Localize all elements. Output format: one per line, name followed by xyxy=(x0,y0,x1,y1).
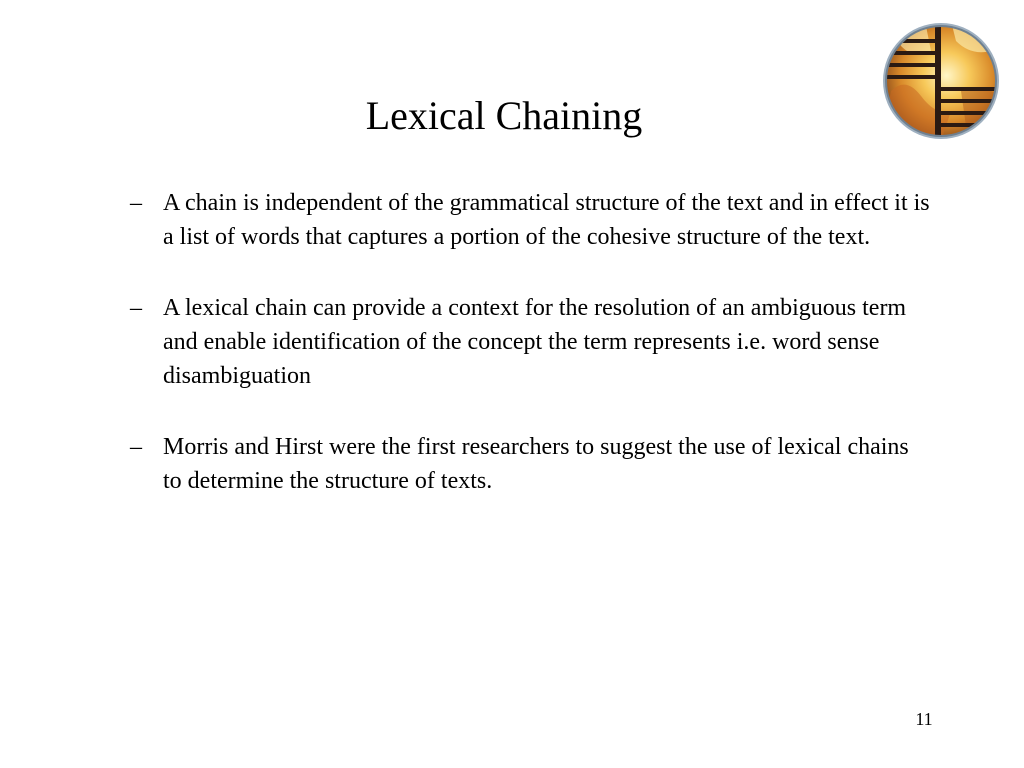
page-number: 11 xyxy=(915,709,933,729)
slide-title: Lexical Chaining xyxy=(365,93,643,138)
bullet-dash: – xyxy=(130,434,142,460)
bullet-list xyxy=(130,186,930,535)
bullet-text: A lexical chain can provide a context for the resolution of an ambiguous term and enable identification of the concept the term represents i.e. word sense disambiguation xyxy=(163,295,907,389)
bullet-item xyxy=(130,430,930,498)
bullet-item xyxy=(130,186,930,254)
bullet-item xyxy=(130,291,930,393)
bullet-text: Morris and Hirst were the first researchers to suggest the use of lexical chains to determine the structure of texts. xyxy=(163,434,909,494)
bullet-text: A chain is independent of the grammatical structure of the text and in effect it is a list of words that captures a portion of the cohesive structure of the text. xyxy=(163,190,930,250)
bullet-dash: – xyxy=(130,190,142,216)
bullet-dash: – xyxy=(130,295,142,321)
